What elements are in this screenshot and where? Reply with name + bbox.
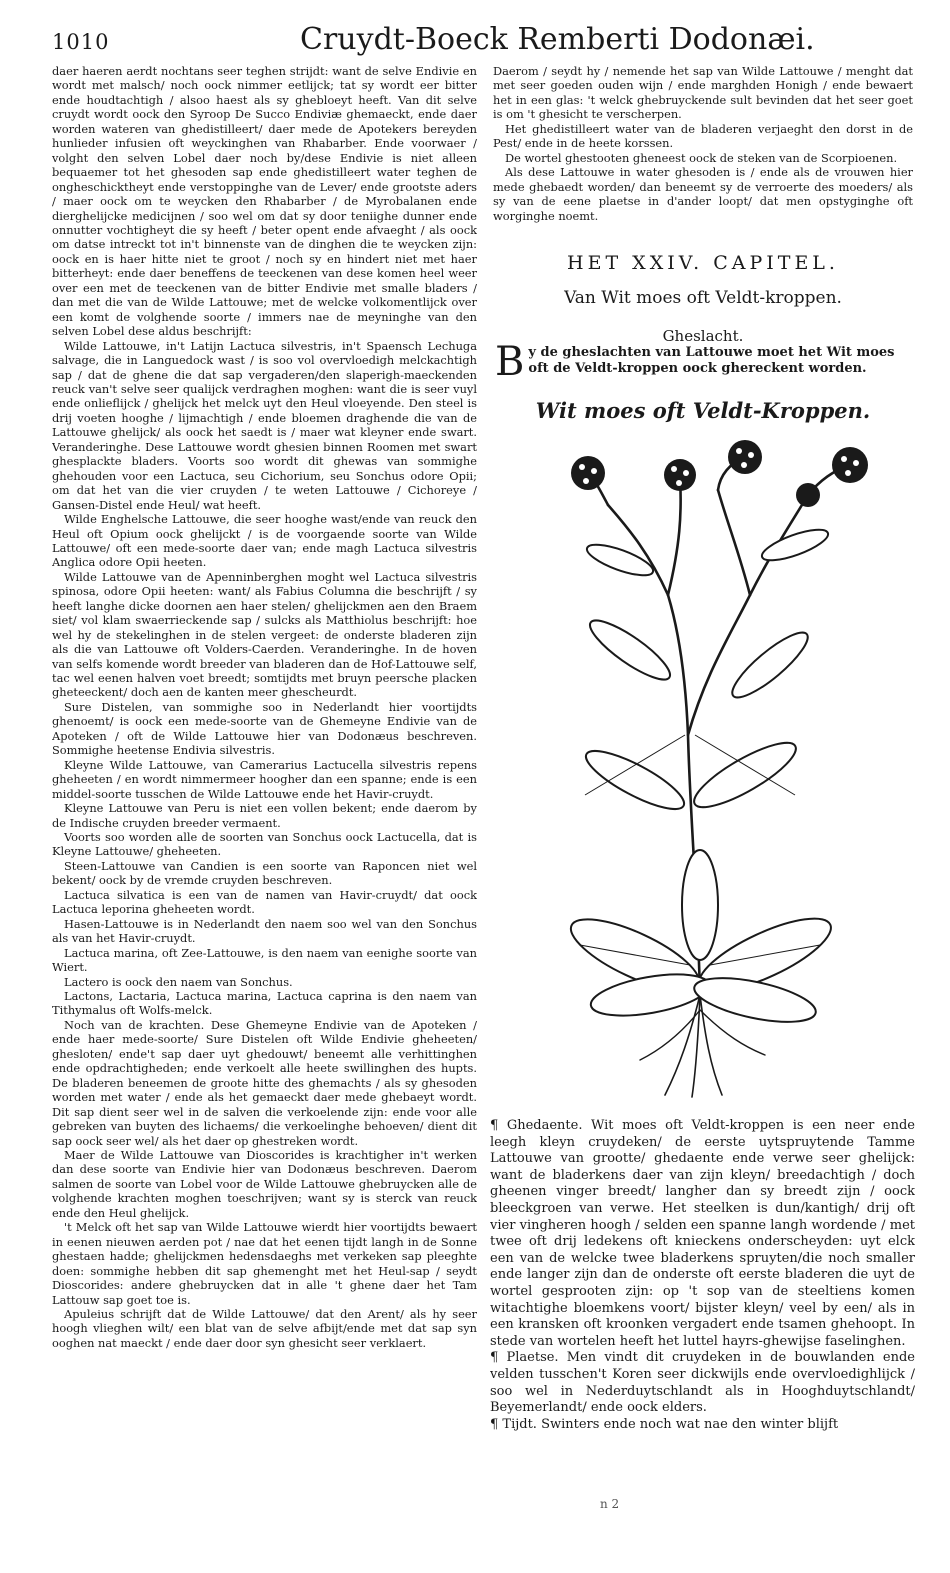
- paragraph: Lactero is oock den naem van Sonchus.: [64, 974, 293, 989]
- signature-mark: n 2: [600, 1497, 620, 1511]
- paragraph: Kleyne Wilde Lattouwe, van Camerarius Lactucella silvestris repens gheheeten / en wordt nimmermeer hoogher dan een spanne; ende is een middel-soorte tusschen de Wilde Lattouwe ende het Havir-cruydt.: [52, 757, 477, 801]
- section-heading: Gheslacht.: [662, 327, 744, 345]
- plant-woodcut-illustration: [540, 435, 880, 1100]
- paragraph: Wilde Enghelsche Lattouwe, die seer hooghe wast/ende van reuck den Heul oft Opium oock ghelijckt / is de voorgaende soorte van Wilde Lattouwe/ oft een mede-soorte daer van; ende magh Lactuca silvestris Anglica odore Opii heeten.: [52, 512, 477, 570]
- paragraph: Lactuca silvatica is een van de namen van Havir-cruydt/ dat oock Lactuca leporina gheheeten wordt.: [52, 887, 477, 917]
- chapter-heading: HET XXIV. CAPITEL.: [567, 252, 839, 274]
- paragraph: Kleyne Lattouwe van Peru is niet een vollen bekent; ende daerom by de Indische cruyden breeder vermaent.: [52, 801, 477, 830]
- paragraph: Wilde Lattouwe, in't Latijn Lactuca silvestris, in't Spaensch Lechuga salvage, die in Languedock wast / is soo vol overvloedigh melckachtigh sap / dat de ghene die dat sap vergaderen/den slaperigh-maeckenden reuck van't selve seer qualijck verdraghen moghen: want die is seer vuyl ende onlieflijck / ghelijck het melck uyt den Heul vloeyende. Den steel is drij voeten hooghe / lijmachtigh / ende bloemen draghende die van de Lattouwe ghelijck/ als oock het saedt is / maer wat kleyner ende swart. Veranderinghe. Dese Lattouwe wordt ghesien binnen Roomen met swart ghesplackte bladers. Voorts soo wordt dit ghewas van sommighe ghehouden voor een Lactuca, seu Cichorium, seu Sonchus odore Opii; om dat het van die vier cruyden / te weten Lattouwe / Cichoreye / Gansen-Distel ende Heul/ wat heeft.: [52, 338, 477, 512]
- paragraph: Maer de Wilde Lattouwe van Dioscorides is krachtigher in't werken dan dese soorte van Endivie hier van Dodonæus beschreven. Daerom salmen de soorte van Lobel voor de Wilde Lattouwe ghebruycken alle de volghende krachten moghen toeschrijven; want sy is sterck van reuck ende den Heul ghelijck.: [52, 1147, 477, 1220]
- paragraph: ¶ Ghedaente. Wit moes oft Veldt-kroppen is een neer ende leegh kleyn cruydeken/ de eerste uytspruytende Tamme Lattouwe van grootte/ ghedaente ende verwe seer ghelijck: want de bladerkens daer van zijn kleyn/ breedachtigh / doch gheenen vinger breedt/ langher dan sy breedt zijn / oock bleeckgroen van verwe. Het steelken is dun/kantigh/ drij oft vier vingheren hoogh / selden een spanne langh wordende / met twee oft drij ledekens oft knieckens onderscheyden: uyt elck een van de welcke twee bladerkens spruyten/die noch smaller ende langer zijn dan de onderste oft eerste bladeren die uyt de wortel gesprooten zijn: op 't sop van de steeltiens komen witachtighe bloemkens voort/ bijster kleyn/ veel by een/ als in een kransken oft kroonken vergadert ende tsamen ghehoopt. In stede van wortelen heeft het luttel hayrs-ghewijse faselinghen.: [490, 1118, 915, 1349]
- paragraph: Als dese Lattouwe in water ghesoden is / ende als de vrouwen hier mede ghebaedt worden/ dan beneemt sy de verroerte des moeders/ als sy van de eene plaetse in d'ander loopt/ dat men opstyginghe oft worginghe noemt.: [493, 165, 913, 223]
- paragraph: Steen-Lattouwe van Candien is een soorte van Raponcen niet wel bekent/ oock by de vremde cruyden beschreven.: [52, 858, 477, 888]
- paragraph: Noch van de krachten. Dese Ghemeyne Endivie van de Apoteken / ende haer mede-soorte/ Sure Distelen oft Wilde Endivie gheheeten/ ghesloten/ ende't sap daer uyt ghedouwt/ beneemt alle verhittinghen ende opdrachtigheden; ende verkoelt alle heete swillinghen des hupts. De bladeren beneemen de groote hitte des ghemachts / als sy ghesoden worden met water / ende als het gemaeckt daer mede ghebaeyt wordt. Dit sap dient seer wel in de salven die verkoelende zijn: ende voor alle gebreken van buyten des lichaems/ die verkoelinghe behoeven/ dient dit sap oock seer wel/ als het daer op ghestreken wordt.: [52, 1017, 477, 1148]
- paragraph: Daerom / seydt hy / nemende het sap van Wilde Lattouwe / menght dat met seer goeden ouden wijn / ende marghden Honigh / ende bewaert het in een glas: 't welck ghebruyckende sult bevinden dat het seer goet is om 't ghesicht te verscherpen.: [493, 64, 913, 122]
- paragraph: daer haeren aerdt nochtans seer teghen strijdt: want de selve Endivie en wordt met malsch/ noch oock nimmer eetlijck; tat sy wordt eer bitter ende houdtachtigh / alsoo haest als sy ghebloeyt heeft. Van dit selve cruydt wordt oock den Syroop De Succo Endiviæ ghemaeckt, ende daer worden wateren van ghedistilleert/ daer mede de Apotekers bereyden hunlieder infusien oft weyckinghen van Rhabarber. Ende voorwaer / volght den selven Lobel daer noch by/dese Endivie is niet alleen bequaemer tot het ghesoden sap ende ghedistilleert water teghen de ongheschicktheyt ende verstoppinghe van de Lever/ ende grootste aders / maer oock om te weycken den Rhabarber / de Myrobalanen ende dierghelijcke medicijnen / soo wel om dat sy door teniighe dunner ende onnutter vochtigheyt die sy heeft / beter opent ende afvaeght / als oock om datse intreckt tot in't binnenste van de dinghen die te weycken zijn: oock en is haer hitte niet te groot / noch sy en hindert niet met haer bitterheyt: ende daer beneffens de teeckenen van dese komen heel weer over een met de teeckenen van de bitter Endivie met smalle bladers / dan met die van de Wilde Lattouwe; met de welcke volkomentlijck over een komt de volghende soorte / immers nae de meyninghe van den selven Lobel dese aldus beschrijft:: [52, 64, 477, 339]
- paragraph: Sure Distelen, van sommighe soo in Nederlandt hier voortijdts ghenoemt/ is oock een mede-soorte van de Ghemeyne Endivie van de Apoteken / oft de Wilde Lattouwe hier van Dodonæus beschreven. Sommighe heetense Endivia silvestris.: [52, 699, 477, 758]
- paragraph: Lactons, Lactaria, Lactuca marina, Lactuca caprina is den naem van Tithymalus oft Wolfs-melck.: [52, 989, 477, 1018]
- paragraph: 't Melck oft het sap van Wilde Lattouwe wierdt hier voortijdts bewaert in eenen nieuwen aerden pot / nae dat het eenen tijdt langh in de Sonne ghestaen hadde; ghelijckmen hedensdaeghs met verkeken sap pleeghte doen: sommighe hebben dit sap ghemenght met het Heul-sap / seydt Dioscorides: andere ghebruycken dat in alle 't ghene daer het Tam Lattouw sap goet toe is.: [52, 1220, 477, 1307]
- chapter-intro: [495, 339, 915, 385]
- paragraph: Wilde Lattouwe van de Apenninberghen moght wel Lactuca silvestris spinosa, odore Opii heeten: want/ als Fabius Columna die beschrijft / sy heeft langhe dicke doornen aen haer stelen/ ghelijckmen aen den Braem siet/ vol klam swaerrieckende sap / sulcks als Matthiolus beschrijft: hoe wel hy de stekelinghen in de stelen vergeet: de onderste bladeren zijn als die van Lattouwe oft Volders-Caerden. Veranderinghe. In de hoven van selfs komende wordt breeder van bladeren dan de Hof-Lattouwe self, tac wel eenen halven voet breedt; somtijdts met bruyn peersche placken gheteeckent/ doch aen de kanten meer ghescheurdt.: [52, 569, 477, 700]
- paragraph: Lactuca marina, oft Zee-Lattouwe, is den naem van eenighe soorte van Wiert.: [52, 945, 477, 975]
- plant-drawing: [540, 435, 880, 1100]
- paragraph: Voorts soo worden alle de soorten van Sonchus oock Lactucella, dat is Kleyne Lattouwe/ gheheeten.: [52, 830, 477, 859]
- page-number: 1010: [52, 30, 110, 54]
- chapter-title: Van Wit moes oft Veldt-kroppen.: [564, 288, 842, 308]
- plant-caption: Wit moes oft Veldt-Kroppen.: [535, 398, 871, 423]
- paragraph: ¶ Plaetse. Men vindt dit cruydeken in de bouwlanden ende velden tusschen't Koren seer dickwijls ende overvloedighlijck / soo wel in Nederduytschlandt als in Hooghduytschlandt/ Beyemerlandt/ ende oock elders.: [490, 1350, 915, 1416]
- paragraph: ¶ Tijdt. Swinters ende noch wat nae den winter blijft: [490, 1416, 839, 1432]
- intro-text: y de gheslachten van Lattouwe moet het Wit moes oft de Veldt-kroppen oock ghereckent worden.: [528, 345, 895, 376]
- running-head: Cruydt-Boeck Remberti Dodonæi.: [300, 22, 815, 57]
- paragraph: Het ghedistilleert water van de bladeren verjaeght den dorst in de Pest/ ende in de heete korssen.: [493, 121, 913, 151]
- paragraph: Hasen-Lattouwe is in Nederlandt den naem soo wel van den Sonchus als van het Havir-cruydt.: [52, 916, 477, 946]
- right-column-bottom: [490, 1118, 915, 1498]
- left-column: [52, 64, 477, 1499]
- paragraph: Apuleius schrijft dat de Wilde Lattouwe/ dat den Arent/ als hy seer hoogh vlieghen wilt/ een blat van de selve afbijt/ende met dat sap syn ooghen nat maeckt / ende daer door syn ghesicht seer verklaert.: [52, 1306, 477, 1350]
- paragraph: De wortel ghestooten gheneest oock de steken van de Scorpioenen.: [505, 150, 898, 165]
- drop-cap: B: [495, 339, 525, 385]
- right-column-top: [493, 64, 913, 232]
